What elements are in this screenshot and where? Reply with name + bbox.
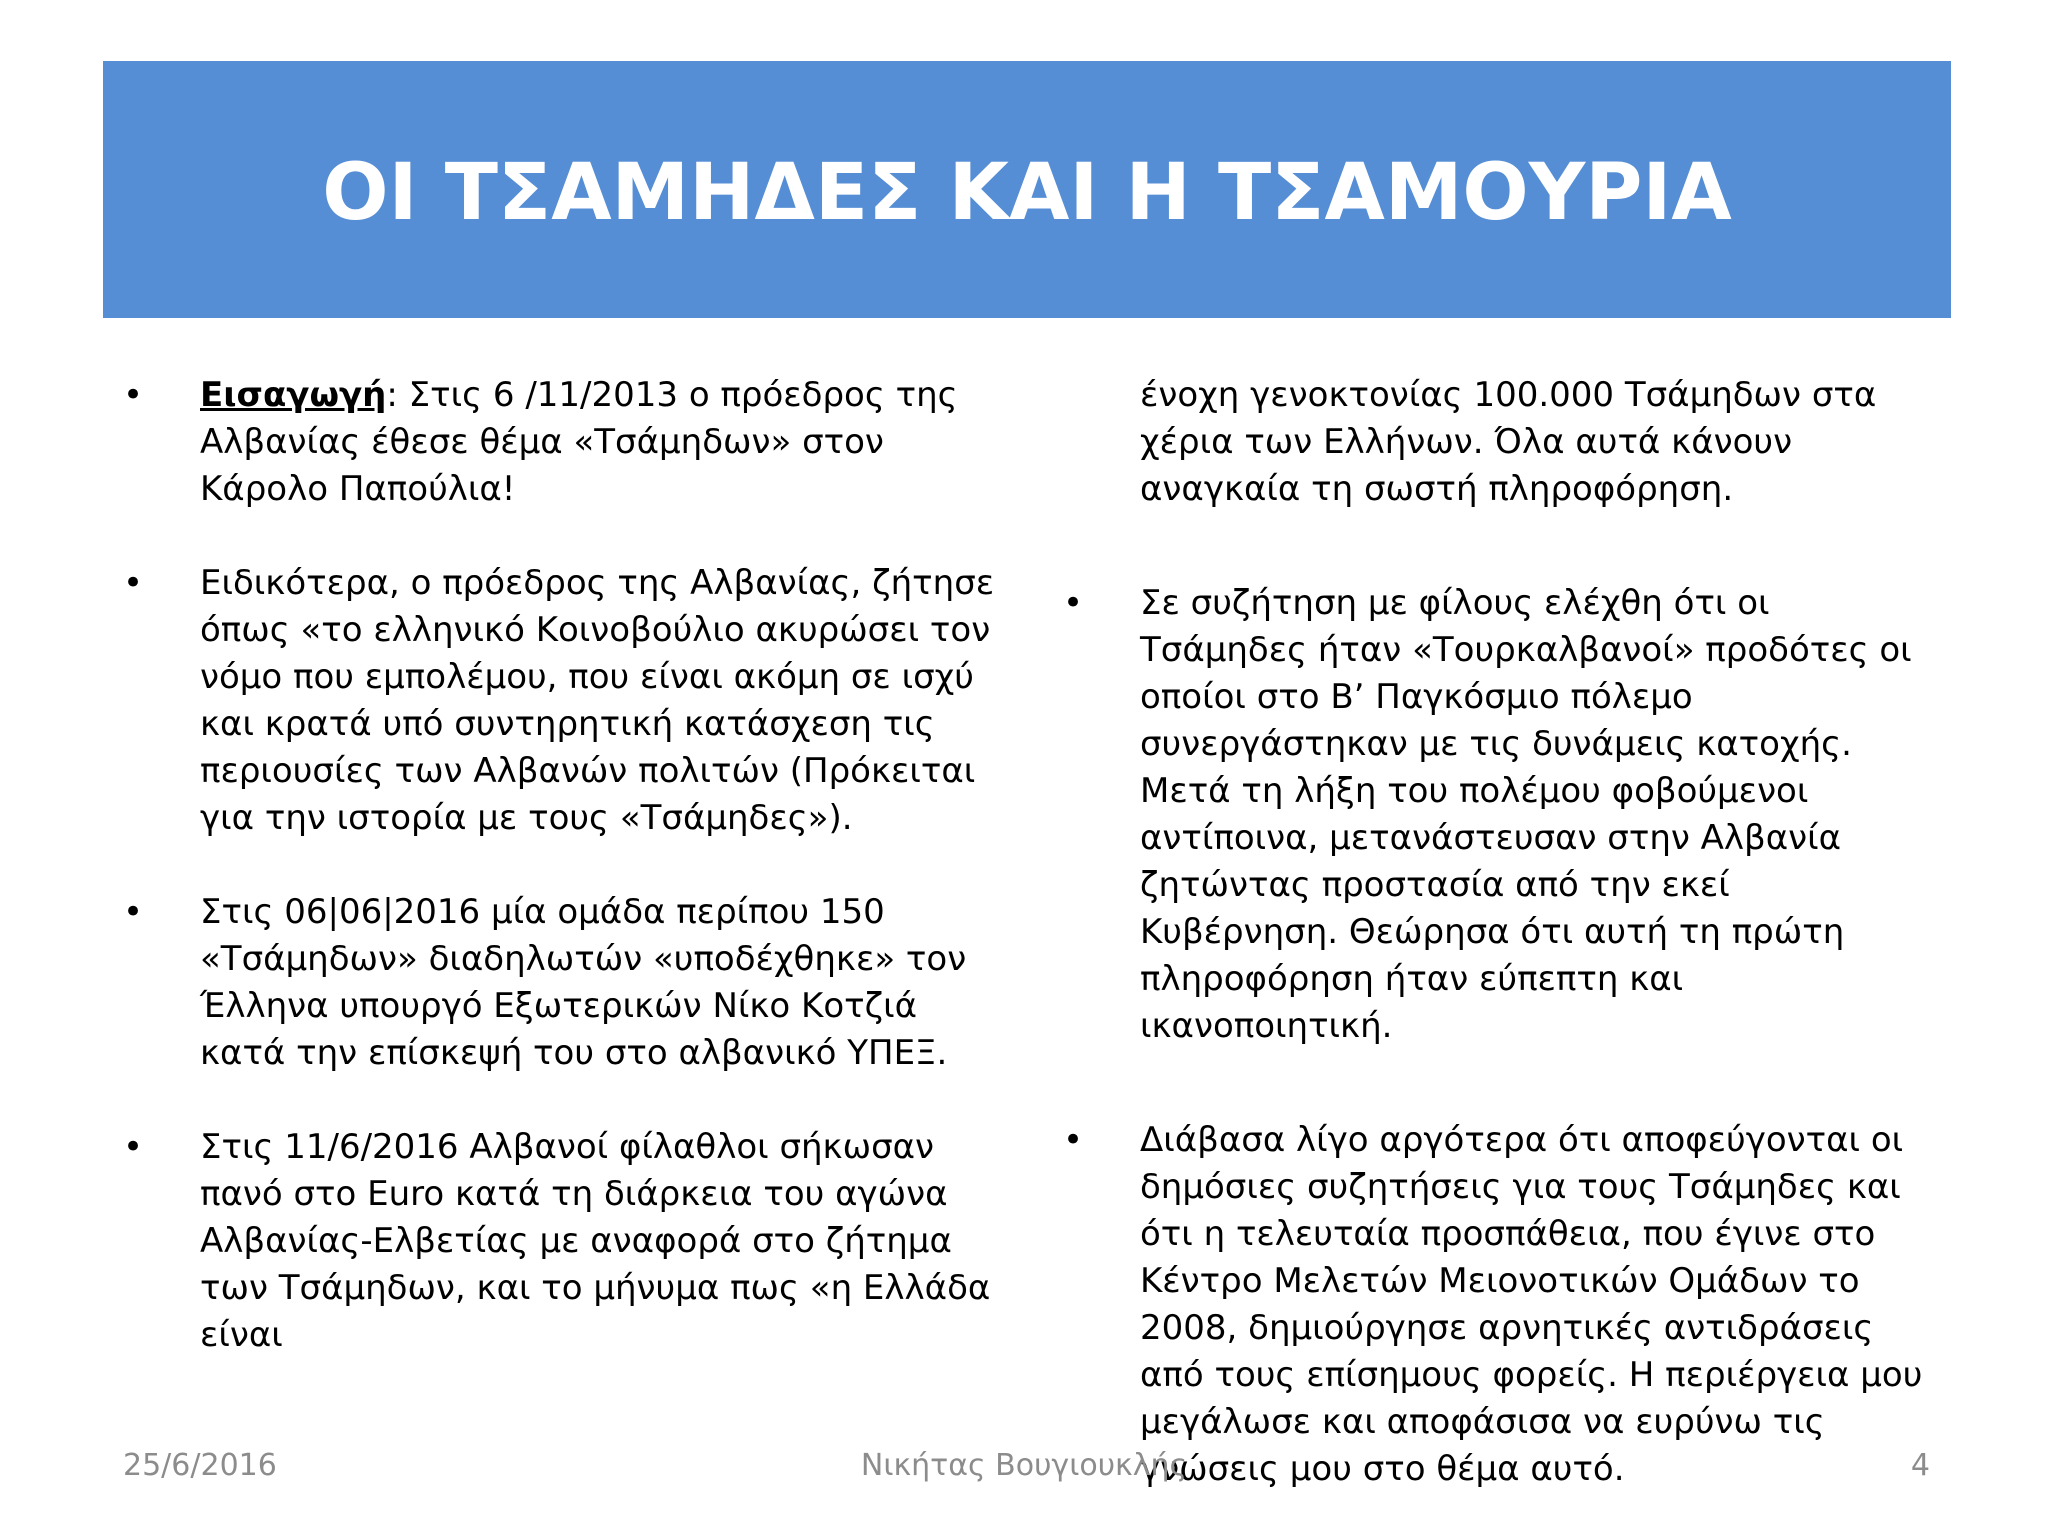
- bullet-item-intro: [118, 372, 998, 513]
- bullet-icon: •: [1062, 583, 1084, 623]
- bullet-item: [1058, 580, 1938, 1050]
- bullet-item: [118, 1124, 998, 1359]
- bullet-icon: •: [122, 375, 144, 415]
- continuation-text: ένοχη γενοκτονίας 100.000 Τσάμηδων στα χέρια των Ελλήνων. Όλα αυτά κάνουν αναγκαία τη σωστή πληροφόρηση.: [1140, 375, 1877, 509]
- bullet-text: Σε συζήτηση με φίλους ελέχθη ότι οι Τσάμηδες ήταν «Τουρκαλβανοί» προδότες οι οποίοι στο Β’ Παγκόσμιο πόλεμο συνεργάστηκαν με τις δυνάμεις κατοχής. Μετά τη λήξη του πολέμου φοβούμενοι αντίποινα, μετανάστευσαν στην Αλβανία ζητώντας προστασία από την εκεί Κυβέρνηση. Θεώρησα ότι αυτή τη πρώτη πληροφόρηση ήταν εύπεπτη και ικανοποιητική.: [1140, 583, 1912, 1046]
- bullet-text: Ειδικότερα, ο πρόεδρος της Αλβανίας, ζήτησε όπως «το ελληνικό Κοινοβούλιο ακυρώσει τον νόμο που εμπολέμου, που είναι ακόμη σε ισχύ και κρατά υπό συντηρητική κατάσχεση τις περιουσίες των Αλβανών πολιτών (Πρόκειται για την ιστορία με τους «Τσάμηδες»).: [200, 563, 995, 838]
- bullet-text: Διάβασα λίγο αργότερα ότι αποφεύγονται οι δημόσιες συζητήσεις για τους Τσάμηδες και ότι η τελευταία προσπάθεια, που έγινε στο Κέντρο Μελετών Μειονοτικών Ομάδων το 2008, δημιούργησε αρνητικές αντιδράσεις από τους επίσημους φορείς. Η περιέργεια μου μεγάλωσε και αποφάσισα να ευρύνω τις γνώσεις μου στο θέμα αυτό.: [1140, 1120, 1923, 1489]
- bullet-text: Στις 11/6/2016 Αλβανοί φίλαθλοι σήκωσαν πανό στο Euro κατά τη διάρκεια του αγώνα Αλβανίας-Ελβετίας με αναφορά στο ζήτημα των Τσάμηδων, και το μήνυμα πως «η Ελλάδα είναι: [200, 1127, 991, 1355]
- title-banner: [103, 61, 1951, 318]
- bullet-icon: •: [122, 892, 144, 932]
- bullet-text: [200, 372, 998, 513]
- bullet-icon: •: [122, 1127, 144, 1167]
- bullet-item: [1058, 1117, 1938, 1493]
- bullet-item: [118, 889, 998, 1077]
- bullet-icon: •: [122, 563, 144, 603]
- bullet-text: Στις 06|06|2016 μία ομάδα περίπου 150 «Τσάμηδων» διαδηλωτών «υποδέχθηκε» τον Έλληνα υπουργό Εξωτερικών Νίκο Κοτζιά κατά την επίσκεψή του στο αλβανικό ΥΠΕΞ.: [200, 892, 967, 1073]
- intro-text: : Στις 6 /11/2013 ο πρόεδρος της Αλβανίας έθεσε θέμα «Τσάμηδων» στον Κάρολο Παπούλια!: [200, 375, 958, 509]
- footer-author: Νικήτας Βουγιουκλής: [860, 1448, 1188, 1483]
- footer-page-number: 4: [1910, 1448, 1930, 1483]
- bullet-icon: •: [1062, 1120, 1084, 1160]
- left-column: [118, 372, 998, 1359]
- slide-title: ΟΙ ΤΣΑΜΗΔΕΣ ΚΑΙ Η ΤΣΑΜΟΥΡΙΑ: [322, 147, 1732, 238]
- bullet-item: [118, 560, 998, 842]
- right-column: [1058, 372, 1938, 1493]
- footer-date: 25/6/2016: [123, 1448, 277, 1483]
- intro-label: Εισαγωγή: [200, 375, 387, 415]
